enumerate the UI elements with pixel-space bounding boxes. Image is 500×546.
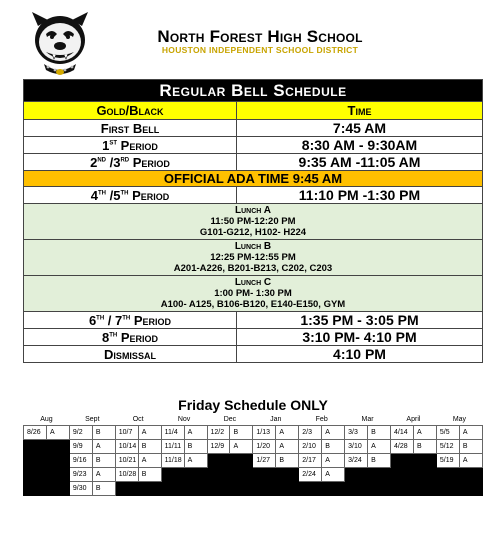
- friday-date: 12/9: [207, 439, 230, 453]
- row-dismissal: [24, 346, 483, 363]
- friday-blank-cell: [413, 467, 436, 481]
- friday-blank-cell: [207, 481, 230, 495]
- period-2-3-label: 2nd /3rd Period: [24, 154, 237, 171]
- friday-day-type: B: [413, 439, 436, 453]
- school-district: HOUSTON INDEPENDENT SCHOOL DISTRICT: [161, 45, 359, 55]
- friday-date: 2/17: [299, 453, 322, 467]
- bell-schedule-table: [23, 79, 483, 363]
- friday-blank-cell: [413, 453, 436, 467]
- row-period-2-3: [24, 154, 483, 171]
- first-bell-label: First Bell: [24, 120, 237, 137]
- friday-date: 11/4: [161, 425, 184, 439]
- friday-day-type: B: [459, 439, 482, 453]
- col-header-group: Gold/Black: [24, 102, 237, 120]
- col-header-time: Time: [237, 102, 483, 120]
- friday-blank-cell: [46, 439, 69, 453]
- friday-blank-cell: [230, 453, 253, 467]
- lunch-b-cell: [24, 240, 483, 276]
- friday-date: 11/18: [161, 453, 184, 467]
- friday-blank-cell: [391, 453, 414, 467]
- month-label: Jan: [270, 415, 282, 423]
- friday-date: 5/5: [436, 425, 459, 439]
- friday-blank-cell: [24, 481, 47, 495]
- period-8-time: 3:10 PM- 4:10 PM: [237, 329, 483, 346]
- friday-blank-cell: [161, 481, 184, 495]
- friday-day-type: A: [92, 439, 115, 453]
- friday-blank-cell: [368, 467, 391, 481]
- friday-date: 1/20: [253, 439, 276, 453]
- friday-day-type: A: [322, 425, 345, 439]
- friday-date: 11/11: [161, 439, 184, 453]
- friday-date: 9/30: [69, 481, 92, 495]
- friday-date: 4/14: [391, 425, 414, 439]
- dismissal-label: Dismissal: [24, 346, 237, 363]
- period-4-5-label: 4th /5th Period: [24, 187, 237, 204]
- friday-day-type: A: [322, 453, 345, 467]
- friday-row: [24, 467, 483, 481]
- friday-blank-cell: [345, 467, 368, 481]
- month-label: Oct: [132, 415, 144, 423]
- lunch-b-title: Lunch B: [234, 241, 272, 252]
- first-bell-time: 7:45 AM: [237, 120, 483, 137]
- friday-blank-cell: [138, 481, 161, 495]
- friday-blank-cell: [253, 467, 276, 481]
- friday-day-type: B: [92, 425, 115, 439]
- lunch-c-cell: [24, 276, 483, 312]
- friday-row: [24, 481, 483, 495]
- friday-date: 1/27: [253, 453, 276, 467]
- friday-blank-cell: [322, 481, 345, 495]
- friday-day-type: B: [368, 425, 391, 439]
- friday-date: 9/23: [69, 467, 92, 481]
- friday-date: 8/26: [24, 425, 47, 439]
- friday-date: 10/7: [115, 425, 138, 439]
- friday-day-type: A: [459, 425, 482, 439]
- friday-day-type: A: [413, 425, 436, 439]
- month-label: Feb: [315, 415, 328, 423]
- friday-blank-cell: [368, 481, 391, 495]
- period-4-5-time: 11:10 PM -1:30 PM: [237, 187, 483, 204]
- friday-blank-cell: [115, 481, 138, 495]
- friday-date: 3/24: [345, 453, 368, 467]
- friday-blank-cell: [391, 481, 414, 495]
- friday-blank-cell: [24, 439, 47, 453]
- lunch-a-cell: [24, 204, 483, 240]
- row-lunch-b: [24, 240, 483, 276]
- friday-blank-cell: [46, 481, 69, 495]
- friday-blank-cell: [413, 481, 436, 495]
- friday-day-type: A: [459, 453, 482, 467]
- friday-day-type: B: [138, 439, 161, 453]
- row-first-bell: [24, 120, 483, 137]
- friday-day-type: B: [230, 425, 253, 439]
- month-header-row: [24, 414, 483, 425]
- row-lunch-c: [24, 276, 483, 312]
- friday-day-type: A: [138, 453, 161, 467]
- friday-row: [24, 425, 483, 439]
- friday-date: 2/24: [299, 467, 322, 481]
- friday-blank-cell: [459, 467, 482, 481]
- month-label: Dec: [223, 415, 237, 423]
- friday-blank-cell: [207, 453, 230, 467]
- period-8-label: 8th Period: [24, 329, 237, 346]
- friday-blank-cell: [253, 481, 276, 495]
- friday-blank-cell: [391, 467, 414, 481]
- friday-day-type: A: [276, 439, 299, 453]
- school-name: North Forest High School: [157, 27, 363, 46]
- period-1-time: 8:30 AM - 9:30AM: [237, 137, 483, 154]
- period-6-7-label: 6th / 7th Period: [24, 312, 237, 329]
- friday-blank-cell: [161, 467, 184, 481]
- friday-blank-cell: [46, 467, 69, 481]
- friday-date: 2/3: [299, 425, 322, 439]
- month-label: May: [452, 415, 467, 423]
- friday-blank-cell: [184, 467, 207, 481]
- lunch-c-time: 1:00 PM- 1:30 PM: [214, 288, 292, 299]
- row-ada-time: [24, 171, 483, 187]
- friday-day-type: A: [368, 439, 391, 453]
- friday-date: 9/2: [69, 425, 92, 439]
- friday-day-type: A: [184, 425, 207, 439]
- row-period-8: [24, 329, 483, 346]
- bell-schedule-title: Regular Bell Schedule: [24, 80, 483, 102]
- friday-blank-cell: [276, 481, 299, 495]
- friday-blank-cell: [459, 481, 482, 495]
- lunch-c-title: Lunch C: [234, 277, 272, 288]
- friday-day-type: B: [138, 467, 161, 481]
- friday-schedule-title: Friday Schedule ONLY: [178, 397, 328, 413]
- friday-day-type: A: [92, 467, 115, 481]
- lunch-a-rooms: G101-G212, H102- H224: [199, 227, 307, 238]
- friday-date: 3/10: [345, 439, 368, 453]
- friday-blank-cell: [207, 467, 230, 481]
- friday-blank-cell: [230, 467, 253, 481]
- friday-day-type: B: [276, 453, 299, 467]
- friday-blank-cell: [276, 467, 299, 481]
- friday-blank-cell: [24, 453, 47, 467]
- lunch-c-rooms: A100- A125, B106-B120, E140-E150, GYM: [160, 299, 346, 310]
- friday-date: 4/28: [391, 439, 414, 453]
- friday-blank-cell: [436, 481, 459, 495]
- month-label: Nov: [177, 415, 191, 423]
- bulldog-logo-icon: [24, 6, 96, 78]
- friday-day-type: A: [138, 425, 161, 439]
- month-label: Mar: [361, 415, 374, 423]
- friday-day-type: B: [92, 453, 115, 467]
- friday-date: 9/16: [69, 453, 92, 467]
- friday-row: [24, 439, 483, 453]
- month-label: Aug: [40, 415, 53, 423]
- friday-date: 5/19: [436, 453, 459, 467]
- bell-header-row: [24, 102, 483, 120]
- friday-date: 10/21: [115, 453, 138, 467]
- month-label: Sept: [85, 415, 100, 423]
- bell-title-row: [24, 80, 483, 102]
- friday-date: 3/3: [345, 425, 368, 439]
- lunch-b-time: 12:25 PM-12:55 PM: [210, 252, 296, 263]
- friday-blank-cell: [184, 481, 207, 495]
- lunch-a-time: 11:50 PM-12:20 PM: [210, 216, 296, 227]
- friday-day-type: B: [368, 453, 391, 467]
- friday-blank-cell: [345, 481, 368, 495]
- friday-date: 10/14: [115, 439, 138, 453]
- friday-date: 12/2: [207, 425, 230, 439]
- friday-date: 5/12: [436, 439, 459, 453]
- period-1-label: 1st Period: [24, 137, 237, 154]
- friday-blank-cell: [46, 453, 69, 467]
- lunch-a-title: Lunch A: [235, 205, 271, 216]
- friday-day-type: B: [92, 481, 115, 495]
- ada-time: OFFICIAL ADA TIME 9:45 AM: [24, 171, 483, 187]
- friday-day-type: B: [184, 439, 207, 453]
- friday-blank-cell: [230, 481, 253, 495]
- friday-day-type: B: [322, 439, 345, 453]
- friday-date: 1/13: [253, 425, 276, 439]
- friday-row: [24, 453, 483, 467]
- friday-date: 9/9: [69, 439, 92, 453]
- period-2-3-time: 9:35 AM -11:05 AM: [237, 154, 483, 171]
- friday-day-type: A: [184, 453, 207, 467]
- period-6-7-time: 1:35 PM - 3:05 PM: [237, 312, 483, 329]
- friday-blank-cell: [24, 467, 47, 481]
- friday-blank-cell: [299, 481, 322, 495]
- row-lunch-a: [24, 204, 483, 240]
- row-period-1: [24, 137, 483, 154]
- friday-day-type: A: [230, 439, 253, 453]
- friday-blank-cell: [436, 467, 459, 481]
- row-period-6-7: [24, 312, 483, 329]
- month-label: April: [406, 415, 421, 423]
- friday-schedule-table: [23, 414, 483, 496]
- friday-day-type: A: [276, 425, 299, 439]
- friday-date: 10/28: [115, 467, 138, 481]
- lunch-b-rooms: A201-A226, B201-B213, C202, C203: [173, 263, 333, 274]
- friday-day-type: A: [46, 425, 69, 439]
- friday-day-type: A: [322, 467, 345, 481]
- friday-date: 2/10: [299, 439, 322, 453]
- page-header: [0, 0, 500, 78]
- row-period-4-5: [24, 187, 483, 204]
- dismissal-time: 4:10 PM: [237, 346, 483, 363]
